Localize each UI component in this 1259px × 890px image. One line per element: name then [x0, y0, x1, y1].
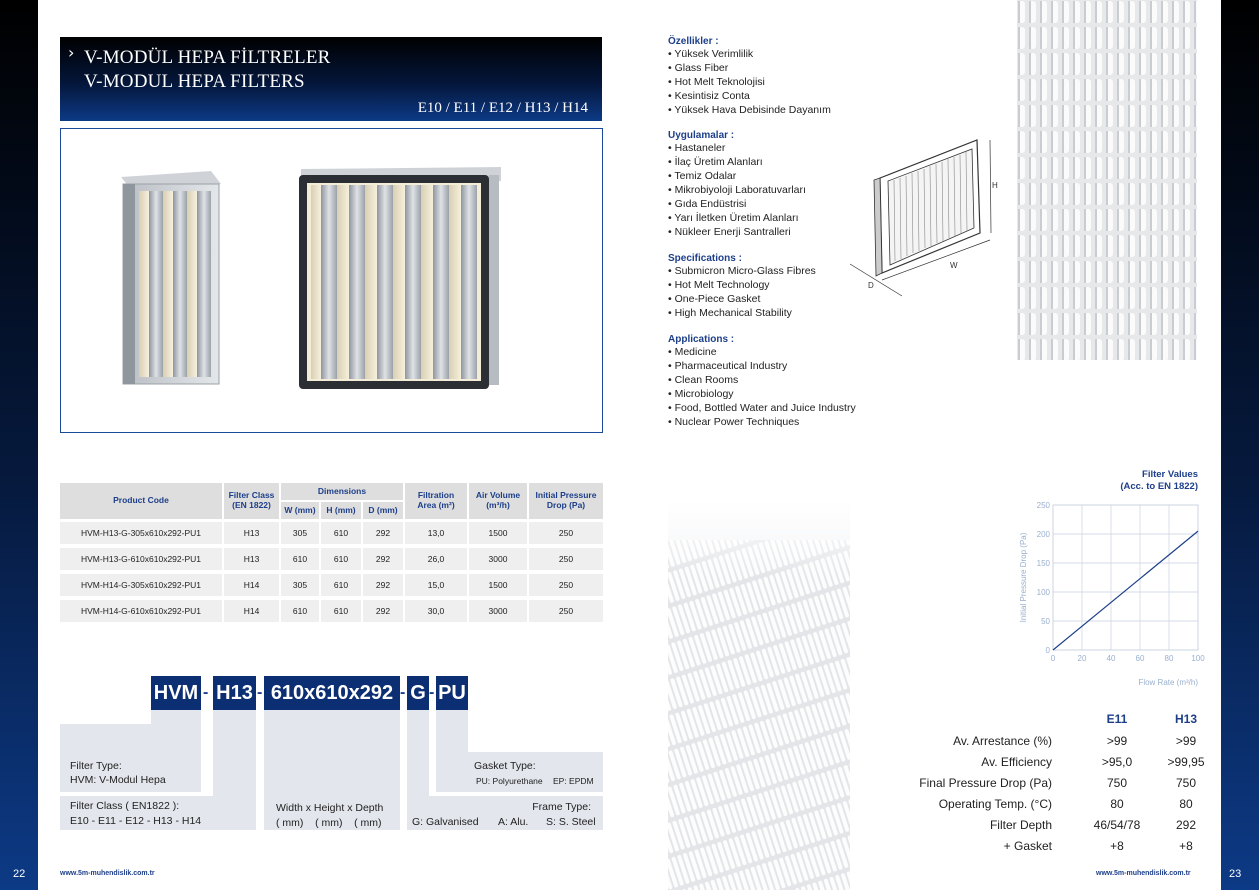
uygulamalar-heading: Uygulamalar :: [668, 130, 735, 141]
pleat-closeup-image: [668, 500, 850, 890]
chart-y-tick-label: 100: [1036, 588, 1050, 597]
page-number-right: 23: [1229, 868, 1242, 880]
values-row-label: + Gasket: [1003, 839, 1052, 853]
small-filter-pleats: [139, 191, 211, 377]
frame-type-title: Frame Type:: [532, 801, 591, 813]
chart-y-tick-label: 0: [1045, 646, 1050, 655]
specifications-heading: Specifications :: [668, 253, 742, 264]
cell-air: 3000: [469, 600, 527, 622]
chart-x-axis-label: Flow Rate (m³/h): [1138, 678, 1198, 687]
chart-x-tick-label: 80: [1164, 654, 1174, 663]
bullet-icon: •: [668, 62, 675, 74]
filter-type-value: HVM: V-Modul Hepa: [70, 774, 166, 786]
product-photo: [60, 128, 603, 433]
bullet-icon: •: [668, 156, 675, 168]
feature-item: [668, 61, 888, 75]
feature-item-text: Hastaneler: [674, 142, 726, 154]
feature-item-text: İlaç Üretim Alanları: [674, 156, 763, 168]
legend-gasket-type: [436, 752, 603, 792]
large-filter-pleats: [311, 185, 477, 379]
cell-area: 30,0: [405, 600, 467, 622]
values-row-e11: 80: [1110, 797, 1124, 811]
code-segment-gasket: PU: [436, 676, 468, 710]
bullet-icon: •: [668, 402, 675, 414]
feature-item-text: Medicine: [674, 346, 717, 358]
values-row-label: Operating Temp. (°C): [938, 797, 1052, 811]
feature-item: [668, 89, 888, 103]
bullet-icon: •: [668, 90, 675, 102]
applications-heading: Applications :: [668, 334, 735, 345]
col-header-h13: H13: [1174, 712, 1197, 726]
values-table: [900, 712, 1205, 862]
title-turkish: V-MODÜL HEPA FİLTRELER: [84, 47, 331, 68]
feature-item-text: Yüksek Hava Debisinde Dayanım: [674, 104, 831, 116]
feature-item-text: Yüksek Verimlilik: [674, 48, 754, 60]
chevron-right-icon: ›: [68, 43, 75, 62]
feature-item-text: Mikrobiyoloji Laboratuvarları: [674, 184, 806, 196]
feature-item: [668, 415, 888, 429]
values-row-label: Filter Depth: [989, 818, 1052, 832]
code-dash: -: [400, 684, 406, 701]
title-header: [60, 37, 602, 121]
col-header-e11: E11: [1106, 712, 1128, 726]
right-page-band: [1221, 0, 1259, 890]
bullet-icon: •: [668, 212, 675, 224]
values-row-h13: >99,95: [1167, 755, 1205, 769]
chart-y-tick-label: 50: [1041, 617, 1050, 626]
cell-drop: 250: [529, 600, 603, 622]
product-table: [60, 483, 603, 625]
gasket-type-title: Gasket Type:: [474, 760, 536, 772]
feature-item: [668, 103, 888, 117]
frame-steel: S: S. Steel: [546, 816, 596, 828]
table-row: [60, 548, 603, 570]
bullet-icon: •: [668, 374, 675, 386]
cell-d: 292: [363, 600, 403, 622]
code-dash: -: [203, 684, 209, 701]
chart-subtitle: (Acc. to EN 1822): [1120, 481, 1198, 492]
cell-code: HVM-H13-G-305x610x292-PU1: [60, 522, 222, 544]
feature-item: [668, 373, 888, 387]
values-row-e11: +8: [1110, 839, 1124, 853]
cell-d: 292: [363, 522, 403, 544]
dim-d-label: D: [868, 281, 874, 290]
values-row-label: Av. Arrestance (%): [953, 734, 1052, 748]
feature-item-text: Glass Fiber: [674, 62, 729, 74]
feature-item-text: Gıda Endüstrisi: [674, 198, 747, 210]
cell-area: 26,0: [405, 548, 467, 570]
cell-h: 610: [321, 548, 361, 570]
bullet-icon: •: [668, 388, 675, 400]
cell-drop: 250: [529, 574, 603, 596]
cell-w: 610: [281, 600, 319, 622]
chart-x-tick-label: 40: [1106, 654, 1116, 663]
bullet-icon: •: [668, 416, 675, 428]
chart-x-tick-label: 100: [1191, 654, 1205, 663]
feature-item-text: High Mechanical Stability: [674, 307, 792, 319]
feature-item-text: Hot Melt Teknolojisi: [674, 76, 765, 88]
ozellikler-list: [668, 47, 888, 117]
code-segment-dimensions: 610x610x292: [264, 676, 400, 710]
feature-item: [668, 47, 888, 61]
bullet-icon: •: [668, 360, 675, 372]
footer-url-left: www.5m-muhendislik.com.tr: [60, 870, 155, 877]
bullet-icon: •: [668, 226, 675, 238]
code-dash: -: [257, 684, 263, 701]
feature-item-text: Yarı İletken Üretim Alanları: [674, 212, 799, 224]
header-initial-pressure: Initial Pressure Drop (Pa): [529, 483, 603, 519]
cell-area: 15,0: [405, 574, 467, 596]
filter-values-chart: [1010, 495, 1210, 695]
bullet-icon: •: [668, 198, 675, 210]
dimensions-units: ( mm) ( mm) ( mm): [276, 817, 382, 829]
cell-code: HVM-H13-G-610x610x292-PU1: [60, 548, 222, 570]
cell-area: 13,0: [405, 522, 467, 544]
chart-y-tick-label: 250: [1036, 501, 1050, 510]
values-row-e11: >95,0: [1101, 755, 1133, 769]
table-row: [60, 522, 603, 544]
chart-x-tick-label: 60: [1135, 654, 1145, 663]
frame-aluminium: A: Alu.: [498, 816, 529, 828]
bullet-icon: •: [668, 279, 675, 291]
values-row-e11: 750: [1106, 776, 1128, 790]
applications-list: [668, 345, 888, 429]
table-row: [60, 574, 603, 596]
cell-h: 610: [321, 574, 361, 596]
chart-y-tick-label: 150: [1036, 559, 1050, 568]
cell-d: 292: [363, 548, 403, 570]
header-dimensions: Dimensions: [281, 483, 403, 500]
cell-air: 1500: [469, 574, 527, 596]
header-air-volume: Air Volume (m³/h): [469, 483, 527, 519]
cell-drop: 250: [529, 548, 603, 570]
feature-item-text: Kesintisiz Conta: [674, 90, 750, 102]
code-segment-type: HVM: [151, 676, 201, 710]
cell-air: 3000: [469, 548, 527, 570]
feature-item: [668, 359, 888, 373]
feature-item-text: Food, Bottled Water and Juice Industry: [674, 402, 856, 414]
header-filter-class: Filter Class (EN 1822): [224, 483, 279, 519]
cell-class: H13: [224, 548, 279, 570]
cell-drop: 250: [529, 522, 603, 544]
header-w: W (mm): [281, 502, 319, 519]
filter-classes-title: E10 / E11 / E12 / H13 / H14: [417, 100, 588, 116]
values-row-e11: 46/54/78: [1093, 818, 1141, 832]
values-row-e11: >99: [1106, 734, 1128, 748]
feature-item-text: Nuclear Power Techniques: [674, 416, 800, 428]
left-page-band: [0, 0, 38, 890]
pleat-texture-image: [1017, 0, 1197, 360]
cell-class: H14: [224, 574, 279, 596]
cell-code: HVM-H14-G-610x610x292-PU1: [60, 600, 222, 622]
header-h: H (mm): [321, 502, 361, 519]
filter-class-value: E10 - E11 - E12 - H13 - H14: [70, 815, 202, 827]
values-row-h13: 750: [1175, 776, 1197, 790]
product-code-builder: [60, 676, 603, 836]
cell-class: H14: [224, 600, 279, 622]
chart-y-tick-label: 200: [1036, 530, 1050, 539]
header-d: D (mm): [363, 502, 403, 519]
cell-w: 305: [281, 522, 319, 544]
feature-item: [668, 306, 888, 320]
chart-x-tick-label: 0: [1050, 654, 1056, 663]
cell-h: 610: [321, 522, 361, 544]
bullet-icon: •: [668, 76, 675, 88]
feature-item-text: Hot Melt Technology: [674, 279, 770, 291]
bullet-icon: •: [668, 48, 675, 60]
page-number-left: 22: [13, 868, 26, 880]
chart-title: Filter Values: [1142, 469, 1198, 480]
v-modul-filters-illustration: [61, 129, 602, 432]
cell-h: 610: [321, 600, 361, 622]
bullet-icon: •: [668, 346, 675, 358]
cell-w: 305: [281, 574, 319, 596]
chart-svg: [1010, 495, 1210, 695]
values-row-h13: +8: [1179, 839, 1193, 853]
code-segment-class: H13: [213, 676, 256, 710]
bullet-icon: •: [668, 142, 675, 154]
feature-item: [668, 401, 888, 415]
bullet-icon: •: [668, 170, 675, 182]
dimensions-title: Width x Height x Depth: [276, 802, 384, 814]
values-row-h13: 80: [1179, 797, 1193, 811]
ozellikler-heading: Özellikler :: [668, 36, 719, 47]
header-product-code: Product Code: [60, 483, 222, 519]
cell-d: 292: [363, 574, 403, 596]
feature-item-text: Microbiology: [674, 388, 734, 400]
feature-item-text: Nükleer Enerji Santralleri: [674, 226, 791, 238]
chart-x-tick-label: 20: [1077, 654, 1087, 663]
bullet-icon: •: [668, 184, 675, 196]
feature-item-text: Clean Rooms: [674, 374, 739, 386]
feature-item-text: Submicron Micro-Glass Fibres: [674, 265, 816, 277]
cell-air: 1500: [469, 522, 527, 544]
cell-w: 610: [281, 548, 319, 570]
dim-h-label: H: [992, 181, 998, 190]
code-segment-frame: G: [407, 676, 429, 710]
dim-w-label: W: [950, 261, 958, 270]
feature-item: [668, 387, 888, 401]
dimension-diagram: [842, 128, 1012, 298]
values-row-h13: >99: [1175, 734, 1197, 748]
code-dash: -: [429, 684, 435, 701]
values-row-label: Final Pressure Drop (Pa): [919, 776, 1052, 790]
bullet-icon: •: [668, 265, 675, 277]
filter-class-title: Filter Class ( EN1822 ):: [70, 800, 180, 812]
feature-item-text: One-Piece Gasket: [674, 293, 761, 305]
feature-item-text: Temiz Odalar: [674, 170, 737, 182]
feature-item: [668, 345, 888, 359]
header-filtration-area: Filtration Area (m²): [405, 483, 467, 519]
cell-code: HVM-H14-G-305x610x292-PU1: [60, 574, 222, 596]
cell-class: H13: [224, 522, 279, 544]
chart-y-axis-label: Initial Pressure Drop (Pa): [1019, 532, 1028, 623]
gasket-ep: EP: EPDM: [553, 776, 594, 786]
values-row-label: Av. Efficiency: [981, 755, 1052, 769]
footer-url-right: www.5m-muhendislik.com.tr: [1096, 870, 1191, 877]
gasket-pu: PU: Polyurethane: [476, 776, 543, 786]
bullet-icon: •: [668, 307, 675, 319]
values-row-h13: 292: [1175, 818, 1197, 832]
filter-type-title: Filter Type:: [70, 760, 122, 772]
bullet-icon: •: [668, 293, 675, 305]
title-english: V-MODUL HEPA FILTERS: [84, 71, 305, 92]
feature-item-text: Pharmaceutical Industry: [674, 360, 788, 372]
chart-plot-area: [1053, 505, 1198, 650]
bullet-icon: •: [668, 104, 675, 116]
frame-galvanised: G: Galvanised: [412, 816, 479, 828]
feature-item: [668, 75, 888, 89]
table-row: [60, 600, 603, 622]
